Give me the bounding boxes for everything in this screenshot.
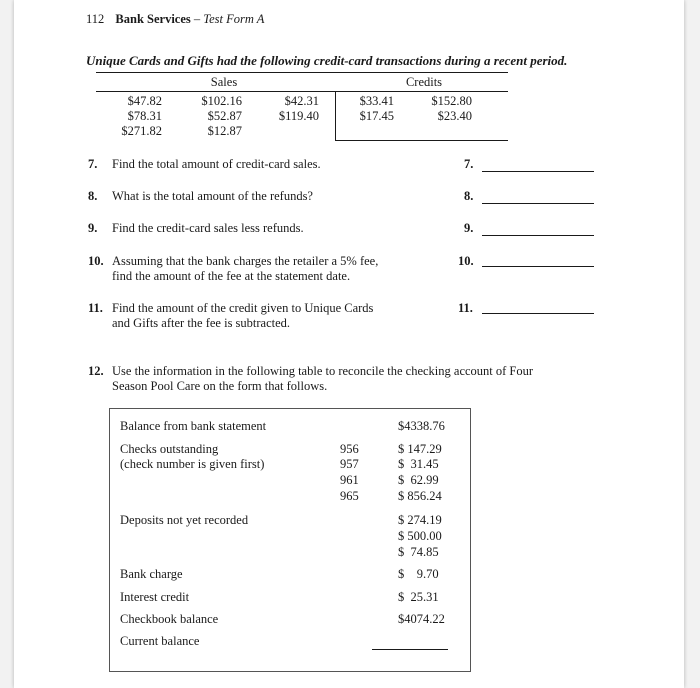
question-number: 7.	[88, 157, 98, 171]
credits-header: Credits	[405, 75, 443, 89]
sales-cell: $78.31	[127, 109, 162, 123]
question-9	[88, 221, 304, 236]
deposit-amount: $ 74.85	[398, 545, 439, 559]
deposits-label: Deposits not yet recorded	[120, 513, 249, 527]
question-8	[88, 189, 313, 204]
answer-blank-11[interactable]	[482, 313, 594, 314]
question-text: What is the total amount of the refunds?	[112, 189, 313, 203]
sales-cell: $102.16	[201, 94, 242, 108]
answer-label: 9.	[464, 221, 474, 235]
bank-charge-value: $ 9.70	[398, 567, 439, 581]
credits-cell: $152.80	[431, 94, 472, 108]
checkbook-value: $4074.22	[398, 612, 445, 626]
question-text: Assuming that the bank charges the retailer a 5% fee,	[112, 254, 379, 268]
checkbook-label: Checkbook balance	[120, 612, 219, 626]
credits-cell: $33.41	[359, 94, 394, 108]
deposit-amount: $ 500.00	[398, 529, 442, 543]
current-balance-blank[interactable]	[372, 649, 448, 650]
question-number: 8.	[88, 189, 98, 203]
answer-blank-8[interactable]	[482, 203, 594, 204]
bank-charge-label: Bank charge	[120, 567, 183, 581]
balance-label: Balance from bank statement	[120, 419, 267, 433]
question-10	[88, 254, 379, 283]
textbook-page	[14, 0, 684, 688]
problem-intro: Unique Cards and Gifts had the following credit-card transactions during a recent period.	[86, 53, 568, 68]
answer-blank-10[interactable]	[482, 266, 594, 267]
table-top-rule	[96, 72, 508, 73]
question-number: 10.	[88, 254, 104, 268]
page-header	[86, 12, 264, 27]
question-7	[88, 157, 321, 172]
sales-header: Sales	[210, 75, 238, 89]
question-12	[88, 364, 534, 393]
table-header-rule	[96, 91, 508, 92]
answer-blank-7[interactable]	[482, 171, 594, 172]
check-amount: $ 856.24	[398, 489, 442, 503]
question-text: Season Pool Care on the form that follows.	[112, 379, 328, 393]
credits-cell: $23.40	[437, 109, 472, 123]
check-amount: $ 31.45	[398, 457, 439, 471]
check-amount: $ 147.29	[398, 442, 442, 456]
check-number: 957	[340, 457, 359, 471]
interest-value: $ 25.31	[398, 590, 439, 604]
answer-label: 10.	[458, 254, 474, 268]
check-amount: $ 62.99	[398, 473, 439, 487]
answer-blank-9[interactable]	[482, 235, 594, 236]
question-number: 9.	[88, 221, 98, 235]
form-label: Test Form A	[203, 12, 265, 26]
answer-label: 11.	[458, 301, 473, 315]
check-number: 961	[340, 473, 359, 487]
question-text: and Gifts after the fee is subtracted.	[112, 316, 291, 330]
balance-value: $4338.76	[398, 419, 445, 433]
question-11	[88, 301, 374, 330]
deposit-amount: $ 274.19	[398, 513, 442, 527]
table-divider	[335, 91, 336, 141]
answer-label: 8.	[464, 189, 474, 203]
header-dash: –	[193, 12, 201, 26]
sales-cell: $52.87	[207, 109, 242, 123]
sales-cell: $119.40	[278, 109, 319, 123]
check-number: 965	[340, 489, 359, 503]
check-number: 956	[340, 442, 359, 456]
chapter-title: Bank Services	[115, 12, 191, 26]
sales-cell: $47.82	[127, 94, 162, 108]
question-number: 11.	[88, 301, 103, 315]
question-text: Find the total amount of credit-card sales.	[112, 157, 321, 171]
current-balance-label: Current balance	[120, 634, 200, 648]
question-text: Find the credit-card sales less refunds.	[112, 221, 304, 235]
question-text: Use the information in the following table to reconcile the checking account of Four	[112, 364, 534, 378]
reconciliation-table	[109, 408, 471, 672]
interest-label: Interest credit	[120, 590, 190, 604]
answer-label: 7.	[464, 157, 474, 171]
question-text: Find the amount of the credit given to Unique Cards	[112, 301, 374, 315]
sales-cell: $42.31	[284, 94, 319, 108]
credits-cell: $17.45	[359, 109, 394, 123]
sales-cell: $12.87	[207, 124, 242, 138]
sales-cell: $271.82	[121, 124, 162, 138]
table-bottom-rule	[335, 140, 508, 141]
question-text: find the amount of the fee at the statement date.	[112, 269, 351, 283]
checks-sublabel: (check number is given first)	[120, 457, 265, 471]
question-number: 12.	[88, 364, 104, 378]
page-number: 112	[86, 12, 105, 26]
checks-label: Checks outstanding	[120, 442, 219, 456]
